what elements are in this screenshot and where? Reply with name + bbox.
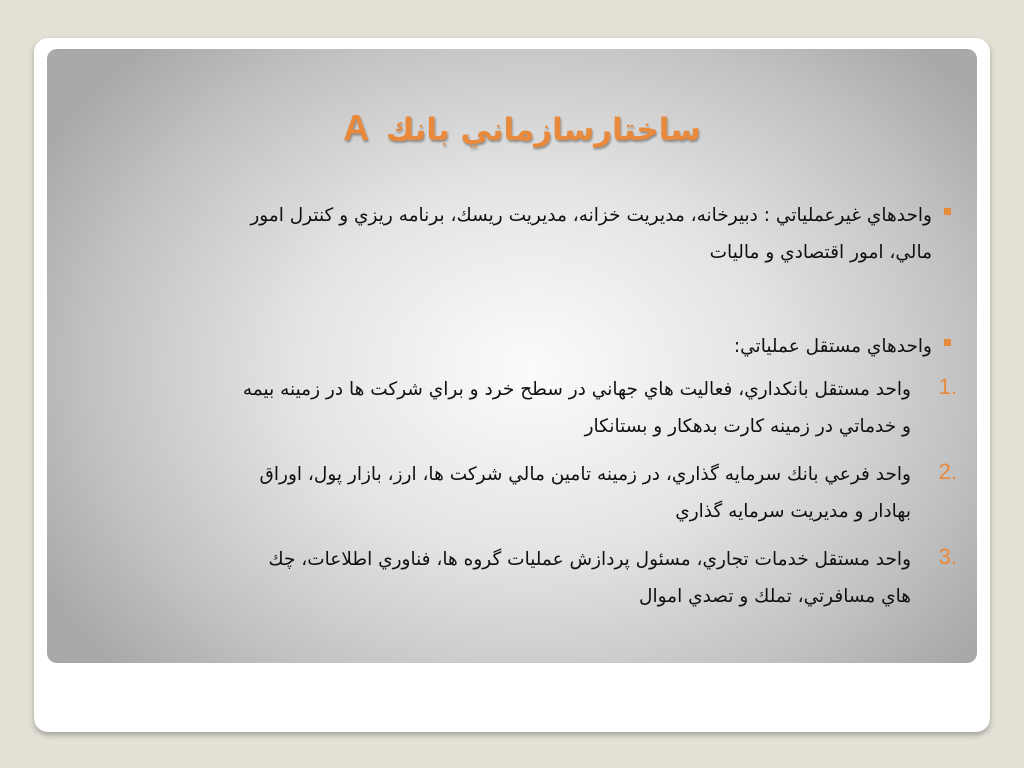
bullet-line: مالي، امور اقتصادي و ماليات bbox=[709, 242, 932, 263]
list-item-retail-banking bbox=[243, 371, 911, 445]
bullet-item-operational bbox=[734, 328, 932, 365]
bullet-square-icon bbox=[944, 208, 951, 215]
list-number: 1. bbox=[938, 374, 957, 399]
bullet-item-non-operational bbox=[250, 197, 932, 271]
list-line: هاي مسافرتي، تملك و تصدي اموال bbox=[639, 586, 911, 607]
list-line: و خدماتي در زمينه كارت بدهكار و بستانكار bbox=[584, 416, 911, 437]
list-line: واحد مستقل خدمات تجاري، مسئول پردازش عمليات گروه ها، فناوري اطلاعات، چك bbox=[268, 549, 911, 570]
bullet-square-icon bbox=[944, 339, 951, 346]
list-number: 3. bbox=[938, 544, 957, 569]
slide-panel bbox=[47, 49, 977, 663]
list-line: بهادار و مديريت سرمايه گذاري bbox=[675, 501, 911, 522]
list-item-investment-bank bbox=[260, 456, 911, 530]
list-line: واحد مستقل بانكداري، فعاليت هاي جهاني در سطح خرد و براي شركت ها در زمينه بيمه bbox=[242, 379, 911, 400]
list-item-business-services bbox=[268, 541, 911, 615]
slide-title-letter: A bbox=[343, 107, 370, 148]
slide-title-text: ساختارسازماني بانك bbox=[385, 112, 701, 148]
list-line: واحد فرعي بانك سرمايه گذاري، در زمينه تامين مالي شركت ها، ارز، بازار پول، اوراق bbox=[259, 464, 911, 485]
bullet-line: واحدهاي غيرعملياتي : دبيرخانه، مديريت خزانه، مديريت ريسك، برنامه ريزي و كنترل امور bbox=[250, 205, 932, 226]
list-number: 2. bbox=[938, 459, 957, 484]
bullet-line: واحدهاي مستقل عملياتي: bbox=[733, 336, 932, 357]
slide-title bbox=[47, 107, 977, 149]
